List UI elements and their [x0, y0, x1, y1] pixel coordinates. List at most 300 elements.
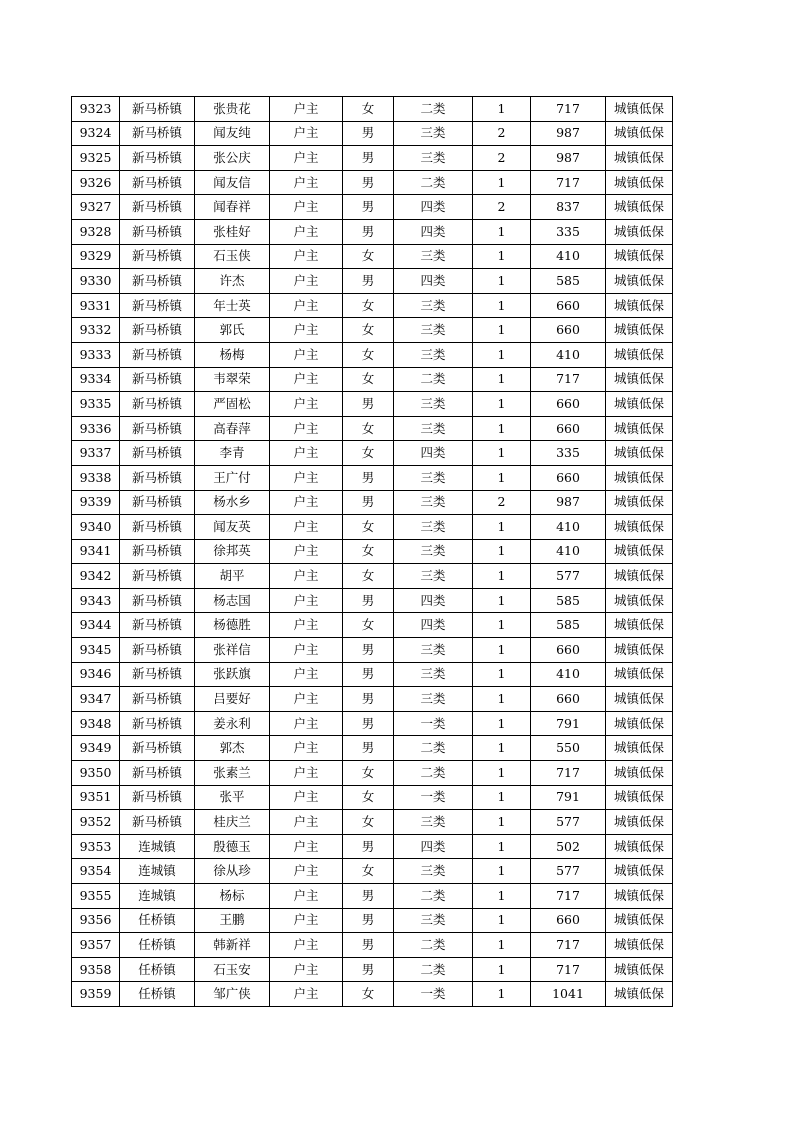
cell-id: 9348 — [72, 711, 120, 736]
cell-gender: 男 — [343, 170, 394, 195]
table-row — [72, 834, 673, 859]
table-row — [72, 613, 673, 638]
cell-town: 新马桥镇 — [120, 687, 195, 712]
cell-id: 9344 — [72, 613, 120, 638]
cell-type: 城镇低保 — [606, 146, 673, 171]
cell-amount: 550 — [531, 736, 606, 761]
cell-amount: 987 — [531, 121, 606, 146]
cell-category: 一类 — [394, 785, 473, 810]
cell-gender: 男 — [343, 736, 394, 761]
cell-amount: 660 — [531, 293, 606, 318]
table-row — [72, 810, 673, 835]
cell-relation: 户主 — [270, 613, 343, 638]
cell-town: 新马桥镇 — [120, 195, 195, 220]
table-row — [72, 933, 673, 958]
cell-type: 城镇低保 — [606, 195, 673, 220]
cell-amount: 1041 — [531, 982, 606, 1007]
cell-amount: 791 — [531, 785, 606, 810]
cell-category: 四类 — [394, 441, 473, 466]
cell-name: 韦翠荣 — [195, 367, 270, 392]
cell-relation: 户主 — [270, 342, 343, 367]
cell-category: 二类 — [394, 884, 473, 909]
table-row — [72, 392, 673, 417]
cell-amount: 717 — [531, 97, 606, 122]
cell-relation: 户主 — [270, 219, 343, 244]
cell-category: 四类 — [394, 195, 473, 220]
cell-amount: 577 — [531, 859, 606, 884]
cell-name: 杨德胜 — [195, 613, 270, 638]
cell-name: 郭杰 — [195, 736, 270, 761]
cell-amount: 660 — [531, 318, 606, 343]
cell-relation: 户主 — [270, 269, 343, 294]
cell-category: 三类 — [394, 687, 473, 712]
cell-type: 城镇低保 — [606, 662, 673, 687]
cell-town: 新马桥镇 — [120, 810, 195, 835]
cell-id: 9324 — [72, 121, 120, 146]
cell-members: 1 — [473, 884, 531, 909]
table-row — [72, 269, 673, 294]
cell-name: 石玉侠 — [195, 244, 270, 269]
cell-relation: 户主 — [270, 392, 343, 417]
cell-category: 三类 — [394, 515, 473, 540]
cell-town: 新马桥镇 — [120, 219, 195, 244]
cell-gender: 男 — [343, 957, 394, 982]
cell-name: 杨志国 — [195, 588, 270, 613]
cell-id: 9358 — [72, 957, 120, 982]
cell-town: 新马桥镇 — [120, 392, 195, 417]
cell-category: 三类 — [394, 244, 473, 269]
cell-members: 1 — [473, 933, 531, 958]
cell-name: 闻友信 — [195, 170, 270, 195]
cell-members: 2 — [473, 195, 531, 220]
cell-members: 1 — [473, 416, 531, 441]
table-row — [72, 662, 673, 687]
cell-amount: 410 — [531, 662, 606, 687]
cell-gender: 男 — [343, 711, 394, 736]
cell-gender: 女 — [343, 416, 394, 441]
cell-members: 1 — [473, 957, 531, 982]
cell-relation: 户主 — [270, 761, 343, 786]
table-row — [72, 564, 673, 589]
cell-gender: 女 — [343, 539, 394, 564]
cell-relation: 户主 — [270, 687, 343, 712]
cell-category: 二类 — [394, 97, 473, 122]
cell-amount: 410 — [531, 539, 606, 564]
cell-members: 1 — [473, 342, 531, 367]
cell-town: 任桥镇 — [120, 908, 195, 933]
cell-gender: 女 — [343, 859, 394, 884]
cell-town: 新马桥镇 — [120, 515, 195, 540]
cell-type: 城镇低保 — [606, 441, 673, 466]
table-row — [72, 761, 673, 786]
cell-amount: 410 — [531, 244, 606, 269]
cell-town: 新马桥镇 — [120, 170, 195, 195]
table-row — [72, 982, 673, 1007]
cell-type: 城镇低保 — [606, 859, 673, 884]
cell-type: 城镇低保 — [606, 515, 673, 540]
cell-category: 二类 — [394, 761, 473, 786]
table-row — [72, 441, 673, 466]
cell-town: 新马桥镇 — [120, 293, 195, 318]
cell-amount: 717 — [531, 957, 606, 982]
cell-id: 9332 — [72, 318, 120, 343]
cell-category: 二类 — [394, 933, 473, 958]
cell-name: 张贵花 — [195, 97, 270, 122]
cell-gender: 女 — [343, 97, 394, 122]
cell-id: 9331 — [72, 293, 120, 318]
cell-members: 1 — [473, 318, 531, 343]
cell-gender: 男 — [343, 933, 394, 958]
cell-town: 连城镇 — [120, 834, 195, 859]
cell-relation: 户主 — [270, 539, 343, 564]
cell-id: 9354 — [72, 859, 120, 884]
cell-gender: 女 — [343, 441, 394, 466]
cell-gender: 女 — [343, 367, 394, 392]
cell-type: 城镇低保 — [606, 957, 673, 982]
cell-members: 1 — [473, 515, 531, 540]
cell-name: 杨标 — [195, 884, 270, 909]
cell-type: 城镇低保 — [606, 121, 673, 146]
cell-relation: 户主 — [270, 662, 343, 687]
cell-gender: 女 — [343, 613, 394, 638]
cell-name: 张桂好 — [195, 219, 270, 244]
cell-gender: 女 — [343, 982, 394, 1007]
cell-amount: 717 — [531, 933, 606, 958]
cell-gender: 女 — [343, 293, 394, 318]
cell-amount: 577 — [531, 810, 606, 835]
cell-members: 1 — [473, 97, 531, 122]
cell-relation: 户主 — [270, 318, 343, 343]
cell-gender: 男 — [343, 121, 394, 146]
cell-amount: 502 — [531, 834, 606, 859]
cell-members: 1 — [473, 982, 531, 1007]
cell-members: 1 — [473, 859, 531, 884]
table-row — [72, 219, 673, 244]
cell-members: 1 — [473, 465, 531, 490]
cell-town: 新马桥镇 — [120, 564, 195, 589]
cell-type: 城镇低保 — [606, 97, 673, 122]
cell-amount: 577 — [531, 564, 606, 589]
cell-amount: 585 — [531, 588, 606, 613]
table-row — [72, 957, 673, 982]
cell-category: 三类 — [394, 416, 473, 441]
cell-type: 城镇低保 — [606, 908, 673, 933]
cell-gender: 男 — [343, 834, 394, 859]
cell-amount: 660 — [531, 416, 606, 441]
cell-name: 闻友英 — [195, 515, 270, 540]
cell-id: 9359 — [72, 982, 120, 1007]
cell-id: 9342 — [72, 564, 120, 589]
cell-relation: 户主 — [270, 564, 343, 589]
cell-id: 9330 — [72, 269, 120, 294]
cell-name: 杨水乡 — [195, 490, 270, 515]
relief-roster-table — [71, 96, 673, 1007]
cell-category: 三类 — [394, 465, 473, 490]
cell-amount: 660 — [531, 638, 606, 663]
cell-town: 新马桥镇 — [120, 318, 195, 343]
cell-id: 9339 — [72, 490, 120, 515]
table-row — [72, 736, 673, 761]
cell-relation: 户主 — [270, 785, 343, 810]
cell-members: 2 — [473, 146, 531, 171]
cell-type: 城镇低保 — [606, 539, 673, 564]
cell-id: 9336 — [72, 416, 120, 441]
cell-id: 9351 — [72, 785, 120, 810]
cell-id: 9340 — [72, 515, 120, 540]
cell-name: 严固松 — [195, 392, 270, 417]
cell-gender: 男 — [343, 638, 394, 663]
cell-gender: 男 — [343, 490, 394, 515]
cell-relation: 户主 — [270, 982, 343, 1007]
cell-relation: 户主 — [270, 121, 343, 146]
table-row — [72, 588, 673, 613]
cell-name: 年士英 — [195, 293, 270, 318]
cell-id: 9346 — [72, 662, 120, 687]
cell-name: 高春萍 — [195, 416, 270, 441]
cell-gender: 女 — [343, 564, 394, 589]
cell-relation: 户主 — [270, 810, 343, 835]
cell-members: 1 — [473, 736, 531, 761]
cell-amount: 660 — [531, 908, 606, 933]
cell-type: 城镇低保 — [606, 834, 673, 859]
cell-members: 1 — [473, 170, 531, 195]
cell-id: 9334 — [72, 367, 120, 392]
table-row — [72, 711, 673, 736]
cell-members: 1 — [473, 588, 531, 613]
cell-name: 邹广侠 — [195, 982, 270, 1007]
cell-members: 1 — [473, 834, 531, 859]
cell-amount: 791 — [531, 711, 606, 736]
cell-id: 9326 — [72, 170, 120, 195]
cell-category: 二类 — [394, 736, 473, 761]
cell-town: 新马桥镇 — [120, 638, 195, 663]
cell-name: 徐邦英 — [195, 539, 270, 564]
cell-gender: 女 — [343, 515, 394, 540]
cell-category: 三类 — [394, 539, 473, 564]
cell-members: 1 — [473, 810, 531, 835]
cell-relation: 户主 — [270, 465, 343, 490]
cell-members: 1 — [473, 613, 531, 638]
cell-amount: 410 — [531, 515, 606, 540]
cell-town: 新马桥镇 — [120, 736, 195, 761]
cell-gender: 男 — [343, 908, 394, 933]
cell-gender: 女 — [343, 342, 394, 367]
cell-relation: 户主 — [270, 933, 343, 958]
cell-category: 三类 — [394, 318, 473, 343]
cell-id: 9328 — [72, 219, 120, 244]
cell-id: 9349 — [72, 736, 120, 761]
cell-town: 新马桥镇 — [120, 588, 195, 613]
cell-relation: 户主 — [270, 146, 343, 171]
cell-relation: 户主 — [270, 367, 343, 392]
cell-amount: 410 — [531, 342, 606, 367]
table-row — [72, 121, 673, 146]
cell-type: 城镇低保 — [606, 687, 673, 712]
cell-type: 城镇低保 — [606, 982, 673, 1007]
cell-town: 新马桥镇 — [120, 121, 195, 146]
cell-relation: 户主 — [270, 97, 343, 122]
cell-amount: 660 — [531, 687, 606, 712]
cell-relation: 户主 — [270, 416, 343, 441]
cell-id: 9347 — [72, 687, 120, 712]
cell-gender: 男 — [343, 687, 394, 712]
cell-town: 新马桥镇 — [120, 244, 195, 269]
cell-amount: 717 — [531, 367, 606, 392]
cell-relation: 户主 — [270, 957, 343, 982]
cell-town: 新马桥镇 — [120, 539, 195, 564]
cell-id: 9327 — [72, 195, 120, 220]
cell-name: 韩新祥 — [195, 933, 270, 958]
cell-relation: 户主 — [270, 170, 343, 195]
cell-name: 许杰 — [195, 269, 270, 294]
cell-type: 城镇低保 — [606, 219, 673, 244]
table-row — [72, 195, 673, 220]
cell-town: 新马桥镇 — [120, 441, 195, 466]
cell-id: 9350 — [72, 761, 120, 786]
cell-id: 9338 — [72, 465, 120, 490]
cell-type: 城镇低保 — [606, 465, 673, 490]
cell-gender: 男 — [343, 392, 394, 417]
cell-category: 二类 — [394, 367, 473, 392]
cell-members: 1 — [473, 638, 531, 663]
roster-body — [72, 97, 673, 1007]
cell-id: 9357 — [72, 933, 120, 958]
cell-amount: 585 — [531, 269, 606, 294]
cell-type: 城镇低保 — [606, 244, 673, 269]
cell-name: 李青 — [195, 441, 270, 466]
cell-category: 一类 — [394, 711, 473, 736]
cell-id: 9329 — [72, 244, 120, 269]
table-row — [72, 318, 673, 343]
cell-town: 新马桥镇 — [120, 416, 195, 441]
cell-members: 1 — [473, 441, 531, 466]
cell-type: 城镇低保 — [606, 416, 673, 441]
cell-members: 1 — [473, 367, 531, 392]
cell-name: 郭氏 — [195, 318, 270, 343]
cell-town: 新马桥镇 — [120, 146, 195, 171]
cell-town: 新马桥镇 — [120, 490, 195, 515]
cell-name: 胡平 — [195, 564, 270, 589]
cell-town: 新马桥镇 — [120, 269, 195, 294]
cell-relation: 户主 — [270, 441, 343, 466]
cell-relation: 户主 — [270, 884, 343, 909]
cell-type: 城镇低保 — [606, 318, 673, 343]
table-row — [72, 859, 673, 884]
cell-gender: 男 — [343, 662, 394, 687]
cell-members: 1 — [473, 293, 531, 318]
cell-type: 城镇低保 — [606, 564, 673, 589]
cell-relation: 户主 — [270, 908, 343, 933]
cell-gender: 女 — [343, 318, 394, 343]
cell-relation: 户主 — [270, 515, 343, 540]
cell-amount: 660 — [531, 392, 606, 417]
cell-members: 1 — [473, 219, 531, 244]
cell-category: 二类 — [394, 957, 473, 982]
cell-members: 2 — [473, 121, 531, 146]
cell-gender: 女 — [343, 244, 394, 269]
cell-id: 9355 — [72, 884, 120, 909]
cell-type: 城镇低保 — [606, 392, 673, 417]
cell-id: 9345 — [72, 638, 120, 663]
cell-gender: 女 — [343, 761, 394, 786]
cell-relation: 户主 — [270, 638, 343, 663]
cell-category: 三类 — [394, 490, 473, 515]
cell-category: 三类 — [394, 342, 473, 367]
cell-category: 三类 — [394, 146, 473, 171]
cell-amount: 660 — [531, 465, 606, 490]
cell-category: 四类 — [394, 588, 473, 613]
cell-id: 9343 — [72, 588, 120, 613]
cell-category: 三类 — [394, 859, 473, 884]
table-row — [72, 170, 673, 195]
table-row — [72, 367, 673, 392]
cell-relation: 户主 — [270, 490, 343, 515]
cell-type: 城镇低保 — [606, 588, 673, 613]
cell-name: 张祥信 — [195, 638, 270, 663]
cell-id: 9337 — [72, 441, 120, 466]
cell-name: 杨梅 — [195, 342, 270, 367]
cell-category: 三类 — [394, 908, 473, 933]
cell-relation: 户主 — [270, 736, 343, 761]
cell-members: 1 — [473, 244, 531, 269]
cell-category: 四类 — [394, 269, 473, 294]
table-row — [72, 244, 673, 269]
cell-type: 城镇低保 — [606, 736, 673, 761]
cell-members: 1 — [473, 392, 531, 417]
cell-gender: 男 — [343, 146, 394, 171]
cell-type: 城镇低保 — [606, 293, 673, 318]
cell-town: 连城镇 — [120, 884, 195, 909]
cell-name: 殷德玉 — [195, 834, 270, 859]
cell-name: 张跃旗 — [195, 662, 270, 687]
cell-type: 城镇低保 — [606, 170, 673, 195]
cell-id: 9356 — [72, 908, 120, 933]
cell-gender: 男 — [343, 465, 394, 490]
cell-members: 1 — [473, 908, 531, 933]
cell-gender: 女 — [343, 785, 394, 810]
cell-name: 徐从珍 — [195, 859, 270, 884]
cell-relation: 户主 — [270, 859, 343, 884]
table-row — [72, 908, 673, 933]
cell-category: 二类 — [394, 170, 473, 195]
cell-members: 1 — [473, 269, 531, 294]
cell-gender: 男 — [343, 588, 394, 613]
cell-amount: 335 — [531, 441, 606, 466]
cell-name: 张公庆 — [195, 146, 270, 171]
cell-type: 城镇低保 — [606, 613, 673, 638]
cell-gender: 女 — [343, 810, 394, 835]
cell-town: 新马桥镇 — [120, 613, 195, 638]
cell-gender: 男 — [343, 884, 394, 909]
cell-town: 任桥镇 — [120, 957, 195, 982]
cell-name: 王鹏 — [195, 908, 270, 933]
cell-type: 城镇低保 — [606, 638, 673, 663]
cell-members: 1 — [473, 662, 531, 687]
cell-category: 三类 — [394, 121, 473, 146]
cell-category: 四类 — [394, 834, 473, 859]
cell-town: 新马桥镇 — [120, 97, 195, 122]
cell-amount: 717 — [531, 761, 606, 786]
cell-category: 三类 — [394, 564, 473, 589]
cell-type: 城镇低保 — [606, 367, 673, 392]
table-row — [72, 884, 673, 909]
cell-name: 闻友纯 — [195, 121, 270, 146]
cell-category: 三类 — [394, 662, 473, 687]
table-row — [72, 490, 673, 515]
cell-members: 1 — [473, 539, 531, 564]
cell-type: 城镇低保 — [606, 490, 673, 515]
cell-id: 9333 — [72, 342, 120, 367]
